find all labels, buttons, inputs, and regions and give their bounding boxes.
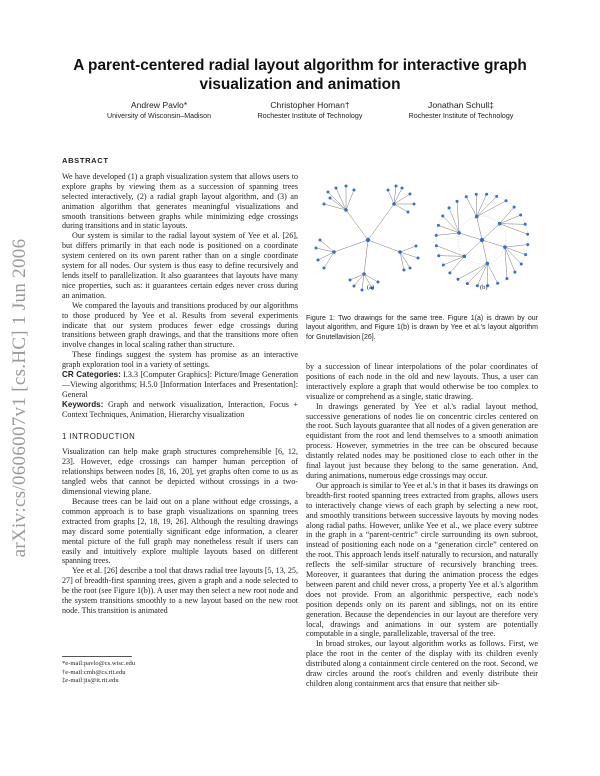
tree-edge	[505, 247, 521, 264]
tree-edge	[400, 246, 416, 252]
tree-node	[387, 189, 390, 192]
tree-node	[520, 262, 523, 265]
tree-node	[513, 271, 516, 274]
tree-edge	[394, 186, 396, 204]
intro-heading: 1 INTRODUCTION	[62, 431, 136, 441]
tree-node	[505, 277, 508, 280]
tree-node	[526, 233, 529, 236]
intro-paragraph: Because trees can be laid out on a plane without edge crossings, a common approach is to base graph visualizations on spanning trees extracted from graphs [2, 18, 19, 26]. Although the resulting drawings may discard some potentially significant edge information, a clearer mental picture of the full graph may nonetheless result if users can easily and intuitively explore multiple layouts based on different spanning trees.	[62, 497, 298, 566]
tree-node	[417, 257, 420, 260]
tree-edge	[500, 207, 515, 224]
tree-edge	[477, 217, 482, 240]
tree-node	[475, 193, 478, 196]
tree-node	[377, 281, 380, 284]
tree-node	[413, 203, 416, 206]
tree-node	[448, 271, 451, 274]
tree-edge	[459, 233, 482, 240]
tree-node	[524, 223, 527, 226]
tree-node	[323, 203, 326, 206]
tree-edge	[500, 224, 526, 225]
tree-node	[486, 262, 490, 266]
abstract-paragraph: Our system is similar to the radial layout system of Yee et al. [26], but differs primarily in that each node is positioned on a coordinate system centered on its own parent rather than on a single coordinate system for all nodes. Our system is thus easy to define recursively and lends itself to parallelization. It also guarantees that layouts have many nice properties, such as: it guarantees certain edges never cross during an animation.	[62, 231, 298, 300]
tree-node	[361, 289, 364, 292]
tree-edge	[346, 210, 368, 240]
tree-node	[526, 243, 529, 246]
tree-edge	[330, 198, 346, 210]
tree-node	[415, 245, 418, 248]
tree-edge	[482, 240, 505, 247]
tree-node	[349, 279, 352, 282]
tree-node	[403, 269, 406, 272]
tree-node	[476, 284, 479, 287]
tree-edge	[436, 233, 459, 236]
tree-edge	[436, 246, 464, 257]
tree-node	[504, 199, 507, 202]
tree-node	[401, 187, 404, 190]
tree-node	[457, 231, 461, 235]
tree-node	[442, 263, 445, 266]
abstract-paragraph: We compared the layouts and transitions produced by our algorithms to those produced by Yee et al. Results from several experiments indicate that our system produces fewer edge crossings during transitions between graph drawings, and that the transitions more often involve changes in local scaling rather than structure.	[62, 300, 298, 350]
tree-edge	[505, 247, 526, 255]
tree-edge	[500, 224, 528, 235]
tree-node	[448, 206, 451, 209]
figure-1	[306, 176, 538, 298]
body-paragraph: Our approach is similar to Yee et al.'s in that it bases its drawings on breadth-first rooted spanning trees extracted from graphs, allows users to interactively change views of each graph by selecting a new root, and smoothly transitions between successive layouts by moving nodes along radial paths. However, unlike Yee et al., we place every subtree in the graph in a “parent-centric” circle surrounding its own subroot, instead of positioning each node on a “generation circle” centered on the root. This approach lends itself naturally to recursion, and naturally reflects the self-similar structure of recursively branching trees. Moreover, it guarantees that during the animation process the edges between parent and child never cross, a property Yee et al.'s algorithm does not provide. From an algorithmic perspective, each node's position depends only on its parent and siblings, not on its entire generation. Because the dependencies in our layout are therefore very local, drawings and animations in our system are potentially computable in a single, parallelizable, traversal of the tree.	[306, 480, 538, 639]
author-affiliation: Rochester Institute of Technology	[408, 112, 514, 120]
tree-edge	[400, 252, 410, 268]
tree-edge	[400, 252, 418, 258]
author-name: Christopher Homan†	[270, 100, 350, 110]
tree-node	[437, 224, 440, 227]
tree-edge	[464, 240, 482, 256]
abstract-paragraph: We have developed (1) a graph visualization system that allows users to explore graphs by viewing them as a succession of spanning trees selected interactively, (2) a radial graph layout algorithm, and (3) an animation algorithm that generates meaningful visualizations and smooth transitions between graphs while minimizing edge crossings during transitions and in static layouts.	[62, 171, 298, 231]
tree-edge	[487, 263, 497, 283]
tree-edge	[477, 194, 487, 216]
tree-node	[409, 193, 412, 196]
keywords-text: Graph and network visualization, Interaction, Focus + Context Techniques, Animation, Hierarchy visualization	[62, 399, 298, 419]
tree-drawing-b	[435, 193, 530, 288]
tree-node	[495, 195, 498, 198]
tree-node	[345, 185, 348, 188]
tree-node	[457, 278, 460, 281]
footnotes	[62, 656, 298, 686]
tree-edge	[505, 245, 528, 248]
footnote-rule	[62, 656, 132, 657]
tree-node	[409, 267, 412, 270]
tree-node	[315, 247, 318, 250]
tree-node	[513, 206, 516, 209]
author-name: Andrew Pavlo*	[130, 100, 188, 110]
tree-node	[441, 215, 444, 218]
tree-edge	[482, 240, 487, 263]
tree-node	[392, 202, 396, 206]
tree-node	[317, 259, 320, 262]
tree-edge	[458, 263, 487, 279]
tree-edge	[450, 256, 465, 273]
tree-edge	[443, 216, 459, 233]
author-affiliation: University of Wisconsin–Madison	[106, 112, 212, 120]
tree-node	[327, 191, 330, 194]
tree-node	[456, 200, 459, 203]
cr-text: I.3.3 [Computer Graphics]: Picture/Image Generation—Viewing algorithms; H.5.0 [Information Interfaces and Presentation]: General	[62, 370, 299, 399]
tree-node	[435, 234, 438, 237]
author-affiliation: Rochester Institute of Technology	[257, 112, 363, 120]
right-column	[306, 362, 538, 689]
author-name: Jonathan Schull‡	[428, 100, 494, 110]
tree-node	[366, 238, 370, 242]
tree-node	[344, 208, 348, 212]
tree-node	[437, 254, 440, 257]
tree-node	[329, 197, 332, 200]
tree-node	[335, 187, 338, 190]
tree-edge	[482, 224, 500, 240]
body-paragraph: In broad strokes, our layout algorithm works as follows. First, we place the root in the center of the display with its children evenly distributed along a containment circle centered on the root. Second, we draw circles around the root's children and evenly distribute their children along containment arcs that ensure that neither sib-	[306, 639, 538, 688]
tree-node	[463, 255, 467, 259]
author-3	[386, 100, 536, 120]
intro-paragraph: Visualization can help make graph structures comprehensible [6, 12, 23]. However, edge crossings can hamper human perception of relationships between nodes [8, 16, 20], yet graphs often come to us as tangled webs that cannot be depicted without crossings in a two-dimensional viewing plane.	[62, 447, 298, 497]
intro-paragraph: Yee et al. [26] describe a tool that draws radial tree layouts [5, 13, 25, 27] of breadth-first spanning trees, given a graph and a node selected to be the root (see Figure 1(b)). A user may then select a new root node and the system transitions smoothly to a new layout based on the new root node. This transition is animated	[62, 566, 298, 615]
tree-node	[496, 282, 499, 285]
abstract-paragraph: These findings suggest the system has promise as an interactive graph exploration tool in a variety of settings.	[62, 350, 298, 370]
tree-edge	[368, 204, 394, 240]
figure-caption: Figure 1: Two drawings for the same tree. Figure 1(a) is drawn by our layout algorithm, and Figure 1(b) is drawn by Yee et al.'s layout algorithm for Gnutellavision [26].	[306, 315, 538, 341]
tree-edge	[438, 225, 459, 233]
figure-label-b: (b)	[480, 284, 488, 291]
tree-edge	[388, 190, 394, 204]
tree-node	[435, 244, 438, 247]
tree-node	[498, 222, 502, 226]
body-paragraph: by a succession of linear interpolations of the polar coordinates of positions of each node in the old and new layouts. Thus, a user can interactively explore a graph that would otherwise be too complex to visualize or comprehend as a single, static drawing.	[306, 362, 538, 401]
tree-edge	[364, 240, 368, 274]
tree-node	[362, 272, 366, 276]
keywords	[62, 400, 298, 420]
tree-node	[480, 238, 484, 242]
tree-edge	[477, 263, 487, 285]
tree-node	[332, 250, 336, 254]
tree-node	[353, 285, 356, 288]
tree-node	[524, 253, 527, 256]
tree-edge	[477, 196, 497, 216]
tree-edge	[350, 274, 364, 280]
body-paragraph: In drawings generated by Yee et al.'s radial layout method, successive generations of nodes lie on concentric circles centered on the root. Such layouts guarantee that all nodes of a given generation are equidistant from the root and lend themselves to a smooth animation process. However, symmetries in the tree can be obscured because distantly related nodes may be positioned close to each other in the final layout just because they belong to the same generation. And, during animations, numerous edge crossings may occur.	[306, 401, 538, 480]
tree-edge	[346, 190, 354, 210]
abstract-heading: ABSTRACT	[62, 156, 109, 165]
arxiv-identifier: arXiv:cs/0606007v1 [cs.HC] 1 Jun 2006	[9, 238, 30, 558]
cr-categories	[62, 370, 298, 400]
figure-label-a: (a)	[367, 284, 375, 291]
paper-title: A parent-centered radial layout algorithm for interactive graph visualization and animation	[73, 57, 527, 93]
tree-drawing-a	[315, 185, 420, 292]
tree-node	[407, 211, 410, 214]
tree-edge	[500, 215, 521, 224]
tree-node	[398, 250, 402, 254]
tree-edge	[467, 263, 487, 283]
tree-edge	[368, 240, 400, 252]
tree-node	[503, 245, 507, 249]
tree-node	[395, 185, 398, 188]
left-column	[62, 156, 298, 616]
tree-edge	[334, 240, 368, 252]
tree-edge	[477, 201, 506, 217]
tree-node	[323, 267, 326, 270]
tree-edge	[439, 256, 465, 257]
tree-node	[519, 214, 522, 217]
keywords-label: Keywords:	[62, 399, 104, 409]
tree-edge	[394, 204, 408, 212]
author-2	[235, 100, 385, 120]
cr-label: CR Categories:	[62, 370, 121, 380]
footnote: ‡e-mail:jis@it.rit.edu	[62, 677, 119, 685]
arxiv-sidebar	[2, 188, 38, 608]
footnote: †e-mail:cmh@cs.rit.edu	[62, 668, 126, 676]
tree-edge	[443, 256, 464, 265]
tree-edge	[336, 188, 346, 210]
author-1	[84, 100, 234, 120]
tree-edge	[400, 252, 404, 270]
footnote: *e-mail:pavlo@cs.wisc.edu	[62, 660, 136, 667]
tree-edge	[466, 197, 476, 217]
tree-node	[353, 189, 356, 192]
tree-node	[485, 193, 488, 196]
tree-node	[319, 239, 322, 242]
tree-node	[466, 282, 469, 285]
tree-node	[465, 195, 468, 198]
tree-node	[475, 215, 479, 219]
